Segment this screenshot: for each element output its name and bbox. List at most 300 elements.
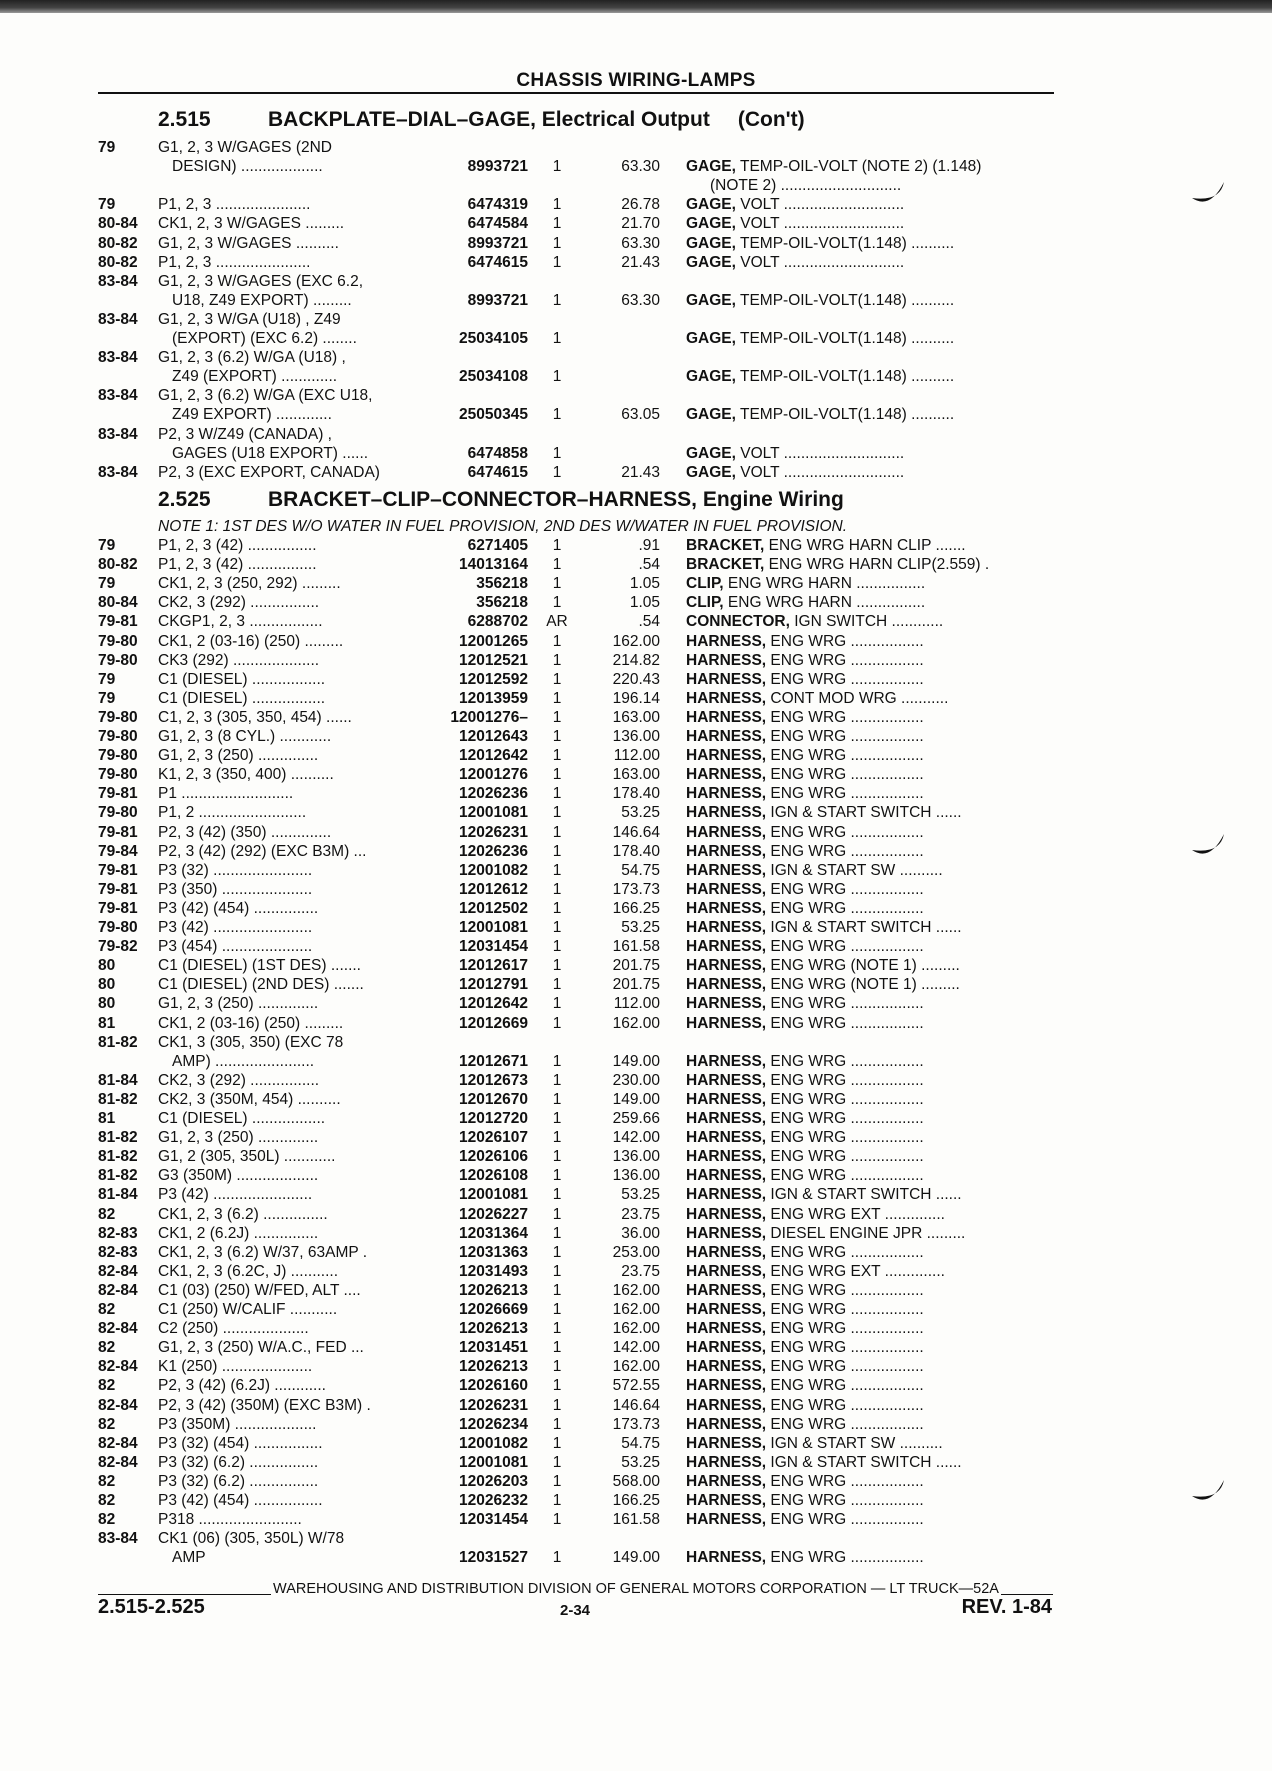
list-price: 173.73 [612,880,660,898]
model-years: 82 [98,1339,116,1357]
part-number: 12031363 [459,1243,528,1261]
part-number: 6474615 [467,463,528,481]
part-name [686,651,1048,670]
part-name [686,593,1048,612]
list-price: 149.00 [612,1549,660,1567]
model-years: 83-84 [98,387,138,405]
quantity: 1 [552,747,562,765]
part-name [686,1453,1048,1472]
model-years: 79-80 [98,804,138,822]
model-years: 79-80 [98,651,138,669]
part-name [686,1510,1048,1529]
list-price: 53.25 [621,919,660,936]
model-years: 79-84 [98,842,138,860]
quantity: 1 [552,1052,562,1070]
part-name-noun: HARNESS, [686,651,767,669]
part-name-noun: HARNESS, [686,1262,767,1280]
application-description: AMP) ....................... [172,1052,315,1070]
part-name-detail: CONT MOD WRG ........... [766,689,949,707]
binding-hole-icon [1190,1478,1226,1506]
list-price: 63.05 [621,406,660,424]
application-description: P3 (350) ..................... [158,880,313,898]
part-name-detail: ENG WRG ................. [766,1415,924,1433]
application-description: K1 (250) ..................... [158,1358,313,1376]
model-years: 83-84 [98,463,138,481]
part-name-noun: HARNESS, [686,728,767,745]
part-number: 6474615 [467,253,528,271]
model-years: 80-84 [98,215,138,233]
part-number: 12026107 [459,1129,528,1147]
section-title: BACKPLATE–DIAL–GAGE, Electrical Output [268,108,710,131]
part-name [686,670,1048,689]
part-name [710,176,1072,195]
part-name-detail: ENG WRG (NOTE 1) ......... [766,976,960,994]
part-number: 12026227 [459,1205,528,1223]
part-name-noun: BRACKET, [686,556,765,574]
quantity: 1 [552,785,562,803]
part-number: 12012642 [459,747,528,765]
part-number: 12012673 [459,1071,528,1089]
part-name-detail: IGN SWITCH ............ [789,613,944,631]
list-price: 166.25 [612,899,660,917]
part-name-detail: ENG WRG ................. [766,747,924,765]
application-description: CK1, 2, 3 (6.2) W/37, 63AMP . [158,1243,368,1261]
quantity: 1 [552,861,562,879]
part-number: 25034108 [459,368,528,386]
application-description: G1, 2, 3 (8 CYL.) ............ [158,728,332,745]
part-number: 12026232 [459,1492,528,1509]
list-price: 136.00 [612,1167,660,1185]
part-name [686,727,1048,746]
part-name [686,1052,1048,1071]
application-description: P2, 3 (EXC EXPORT, CANADA) [158,463,380,481]
model-years: 79-80 [98,919,138,936]
part-number: 356218 [476,575,528,593]
part-name [686,1090,1048,1109]
list-price: 214.82 [612,651,660,669]
part-name-noun: GAGE, [686,368,736,386]
part-name-detail: ENG WRG ................. [766,1071,924,1089]
quantity: 1 [552,1071,562,1089]
quantity: 1 [552,880,562,898]
part-number: 14013164 [459,556,528,574]
part-number: 12026213 [459,1320,528,1338]
part-number: 12001081 [459,804,528,822]
application-description: CK3 (292) .................... [158,651,320,669]
section-title: BRACKET–CLIP–CONNECTOR–HARNESS, Engine Wiring [268,488,844,511]
part-name [686,329,1048,348]
part-name [686,367,1048,386]
part-name [686,405,1048,424]
section-heading-2-525 [158,488,844,512]
quantity: 1 [552,766,562,784]
application-description: G1, 2, 3 (6.2) W/GA (U18) , [158,349,346,367]
part-number: 12012642 [459,995,528,1013]
part-name [686,1205,1048,1224]
part-name-detail: ENG WRG ................. [766,938,924,956]
part-name-noun: HARNESS, [686,976,767,994]
application-description: CK2, 3 (292) ................ [158,594,320,612]
part-name-noun: HARNESS, [686,1492,767,1509]
part-name-noun: HARNESS, [686,1472,767,1490]
part-number: 12026106 [459,1148,528,1166]
part-name [686,880,1048,899]
part-name-noun: HARNESS, [686,785,767,803]
model-years: 81-82 [98,1033,138,1051]
part-number: 12031451 [459,1339,528,1357]
list-price: 161.58 [612,1511,660,1529]
part-number: 12012617 [459,957,528,975]
application-description: C1 (03) (250) W/FED, ALT .... [158,1281,361,1299]
list-price: 178.40 [612,842,660,860]
quantity: 1 [552,463,562,481]
part-number: 12001276 [459,766,528,784]
part-number: 12026108 [459,1167,528,1185]
part-name-noun: GAGE, [686,291,736,309]
part-number: 12026203 [459,1472,528,1490]
application-description: P1, 2, 3 (42) ................ [158,556,317,574]
part-name [686,632,1048,651]
part-name-noun: HARNESS, [686,1167,767,1185]
part-name-noun: HARNESS, [686,880,767,898]
part-name-noun: HARNESS, [686,1148,767,1166]
header-rule [98,92,1054,94]
part-name [686,803,1048,822]
application-description: (EXPORT) (EXC 6.2) ........ [172,330,357,347]
application-description: G1, 2, 3 W/GAGES .......... [158,234,339,252]
part-name-noun: HARNESS, [686,1052,767,1070]
part-number: 12026213 [459,1281,528,1299]
part-number: 6271405 [467,537,528,554]
part-name-noun: HARNESS, [686,995,767,1013]
model-years: 81-82 [98,1148,138,1166]
part-number: 8993721 [467,158,528,176]
part-name-detail: IGN & START SWITCH ...... [766,804,962,822]
application-description: CK1, 2, 3 (250, 292) ......... [158,575,341,593]
application-description: G3 (350M) ................... [158,1167,319,1185]
list-price: 230.00 [612,1071,660,1089]
model-years: 79-81 [98,785,138,803]
application-description: P3 (32) (454) ................ [158,1434,323,1452]
quantity: 1 [552,976,562,994]
part-name-detail: ENG WRG EXT .............. [766,1205,945,1223]
part-name-noun: HARNESS, [686,1205,767,1223]
application-description: P3 (42) ....................... [158,919,313,936]
model-years: 82 [98,1511,116,1529]
application-description: P3 (32) ....................... [158,861,313,879]
quantity: 1 [552,1320,562,1338]
model-years: 81-84 [98,1186,138,1204]
part-name-noun: GAGE, [686,253,736,271]
list-price: 63.30 [621,234,660,252]
model-years: 79-80 [98,708,138,726]
list-price: 136.00 [612,728,660,745]
part-name [686,214,1048,233]
footer-section-range: 2.515-2.525 [98,1596,205,1618]
page-title: CHASSIS WIRING-LAMPS [516,70,756,91]
part-name-detail: ENG WRG ................. [766,1301,924,1318]
part-name-noun: HARNESS, [686,804,767,822]
model-years: 82-84 [98,1396,138,1414]
part-name-detail: VOLT ............................ [735,463,905,481]
list-price: 253.00 [612,1243,660,1261]
part-name [686,1376,1048,1395]
application-description: P1, 2, 3 (42) ................ [158,537,317,554]
part-name-detail: TEMP-OIL-VOLT (NOTE 2) (1.148) [735,158,982,176]
model-years: 82-84 [98,1453,138,1471]
model-years: 79 [98,670,116,688]
part-name [686,1281,1048,1300]
part-name-noun: HARNESS, [686,632,767,650]
part-name-detail: TEMP-OIL-VOLT(1.148) .......... [735,234,955,252]
part-number: 12012720 [459,1110,528,1127]
part-number: 12013959 [459,689,528,707]
part-name [686,823,1048,842]
list-price: .54 [638,613,660,631]
part-number: 12001081 [459,1186,528,1204]
part-name-noun: HARNESS, [686,957,767,975]
part-number: 12001082 [459,861,528,879]
quantity: 1 [552,1281,562,1299]
quantity: 1 [552,1167,562,1185]
list-price: 21.43 [621,253,660,271]
model-years: 82 [98,1301,116,1318]
part-name-noun: GAGE, [686,215,736,233]
part-name-detail: VOLT ............................ [735,196,905,214]
model-years: 83-84 [98,1530,138,1548]
part-number: 12001082 [459,1434,528,1452]
part-number: 6474858 [467,444,528,462]
model-years: 80-82 [98,234,138,252]
application-description: Z49 (EXPORT) ............. [172,368,338,386]
part-number: 12012502 [459,899,528,917]
application-description: CK1, 2 (6.2J) ............... [158,1224,319,1242]
list-price: 23.75 [621,1262,660,1280]
quantity: 1 [552,1186,562,1204]
quantity: 1 [552,804,562,822]
application-description: CK1, 2 (03-16) (250) ......... [158,632,344,650]
quantity: 1 [552,708,562,726]
part-name-detail: ENG WRG ................. [766,1110,924,1127]
part-name-detail: ENG WRG ................. [766,1339,924,1357]
quantity: 1 [552,728,562,745]
model-years: 81-84 [98,1071,138,1089]
list-price: 142.00 [612,1339,660,1357]
part-number: 12012791 [459,976,528,994]
model-years: 82-84 [98,1358,138,1376]
model-years: 82-84 [98,1434,138,1452]
part-name-noun: GAGE, [686,234,736,252]
quantity: 1 [552,1014,562,1032]
model-years: 79 [98,196,116,214]
part-name-noun: GAGE, [686,330,736,347]
application-description: CK2, 3 (350M, 454) .......... [158,1090,341,1108]
part-name-detail: ENG WRG HARN ................ [723,575,926,593]
quantity: 1 [552,1549,562,1567]
quantity: 1 [552,1243,562,1261]
application-description: CK2, 3 (292) ................ [158,1071,320,1089]
part-name [686,1357,1048,1376]
part-name-detail: IGN & START SWITCH ...... [766,1453,962,1471]
model-years: 81 [98,1014,116,1032]
application-description: G1, 2, 3 (250) W/A.C., FED ... [158,1339,364,1357]
quantity: 1 [552,957,562,975]
quantity: 1 [552,368,562,386]
part-number: 12026236 [459,842,528,860]
list-price: 136.00 [612,1148,660,1166]
part-name-noun: HARNESS, [686,938,767,956]
part-name-detail: IGN & START SW .......... [766,1434,943,1452]
application-description: P3 (42) (454) ................ [158,1492,323,1509]
part-name [686,918,1048,937]
part-name [686,1434,1048,1453]
application-description: C1 (DIESEL) ................. [158,1110,326,1127]
model-years: 82-84 [98,1281,138,1299]
part-name-detail: ENG WRG ................. [766,995,924,1013]
part-number: 6288702 [467,613,528,631]
model-years: 80 [98,976,116,994]
model-years: 83-84 [98,349,138,367]
list-price: 63.30 [621,158,660,176]
model-years: 82-83 [98,1224,138,1242]
quantity: 1 [552,215,562,233]
model-years: 79-80 [98,747,138,765]
part-name [686,555,1048,574]
part-number: 12012669 [459,1014,528,1032]
quantity: 1 [552,632,562,650]
part-name-detail: ENG WRG ................. [766,1320,924,1338]
part-name [686,253,1048,272]
part-name-detail: ENG WRG ................. [766,1377,924,1395]
quantity: 1 [552,1129,562,1147]
part-name-detail: VOLT ............................ [735,215,905,233]
part-number: 12026231 [459,1396,528,1414]
part-name-noun: HARNESS, [686,899,767,917]
application-description: C1 (DIESEL) (2ND DES) ....... [158,976,364,994]
part-number: 12026213 [459,1358,528,1376]
part-name-detail: ENG WRG ................. [766,1492,924,1509]
application-description: CK1, 3 (305, 350) (EXC 78 [158,1033,344,1051]
model-years: 79-81 [98,880,138,898]
binding-hole-icon [1190,832,1226,860]
section-suffix: (Con't) [737,108,805,131]
part-name [686,1396,1048,1415]
list-price: 53.25 [621,1186,660,1204]
list-price: 53.25 [621,1453,660,1471]
list-price: 163.00 [612,708,660,726]
application-description: P1, 2 ......................... [158,804,307,822]
part-name-noun: HARNESS, [686,1415,767,1433]
part-number: 12012643 [459,728,528,745]
model-years: 80-82 [98,253,138,271]
application-description: G1, 2, 3 (250) .............. [158,1129,319,1147]
part-name-detail: TEMP-OIL-VOLT(1.148) .......... [735,368,955,386]
part-name-noun: HARNESS, [686,1186,767,1204]
part-name-detail: ENG WRG ................. [766,1472,924,1490]
quantity: 1 [552,1358,562,1376]
application-description: G1, 2, 3 (250) .............. [158,995,319,1013]
part-number: 12012521 [459,651,528,669]
part-number: 12001276– [450,708,528,726]
model-years: 81-82 [98,1167,138,1185]
application-description: U18, Z49 EXPORT) ......... [172,291,352,309]
application-description: P1, 2, 3 ...................... [158,196,311,214]
quantity: 1 [552,1205,562,1223]
application-description: CK1 (06) (305, 350L) W/78 [158,1530,345,1548]
quantity: 1 [552,1339,562,1357]
model-years: 82-84 [98,1320,138,1338]
part-name-detail: ENG WRG ................. [766,785,924,803]
part-name [686,842,1048,861]
part-name-detail: ENG WRG ................. [766,728,924,745]
part-name [686,1548,1048,1567]
part-number: 25034105 [459,330,528,347]
part-name-detail: TEMP-OIL-VOLT(1.148) .......... [735,406,955,424]
list-price: 63.30 [621,291,660,309]
list-price: 112.00 [613,995,660,1013]
application-description: P3 (42) (454) ............... [158,899,319,917]
quantity: 1 [552,1262,562,1280]
part-name [686,1243,1048,1262]
model-years: 79-81 [98,613,138,631]
part-name-noun: HARNESS, [686,1129,767,1147]
part-name-noun: HARNESS, [686,1453,767,1471]
quantity: 1 [552,1396,562,1414]
model-years: 80-84 [98,594,138,612]
part-name-noun: HARNESS, [686,842,767,860]
list-price: 53.25 [621,804,660,822]
part-name-noun: HARNESS, [686,670,767,688]
quantity: 1 [552,1415,562,1433]
model-years: 79 [98,575,116,593]
part-name [686,612,1048,631]
quantity: 1 [552,1090,562,1108]
list-price: 568.00 [612,1472,660,1490]
list-price: 21.43 [621,463,660,481]
part-name-detail: (NOTE 2) ............................ [710,177,902,195]
list-price: 54.75 [621,1434,660,1452]
quantity: 1 [552,234,562,252]
part-name-detail: ENG WRG ................. [766,766,924,784]
part-name-noun: HARNESS, [686,747,767,765]
list-price: 259.66 [612,1110,660,1127]
part-name-noun: CLIP, [686,575,724,593]
part-name-noun: HARNESS, [686,919,767,936]
part-name [686,1338,1048,1357]
part-name-detail: ENG WRG ................. [766,880,924,898]
part-name-noun: HARNESS, [686,823,767,841]
part-name-noun: HARNESS, [686,1320,767,1338]
page-top-edge [0,0,1272,13]
part-name-noun: HARNESS, [686,689,767,707]
part-number: 12026669 [459,1301,528,1318]
list-price: 173.73 [612,1415,660,1433]
part-name [686,1224,1048,1243]
list-price: 36.00 [621,1224,660,1242]
model-years: 81-82 [98,1090,138,1108]
application-description: P2, 3 (42) (350M) (EXC B3M) . [158,1396,371,1414]
application-description: P3 (350M) ................... [158,1415,317,1433]
model-years: 81-82 [98,1129,138,1147]
model-years: 79-80 [98,632,138,650]
quantity: 1 [552,406,562,424]
model-years: 82-84 [98,1262,138,1280]
part-name [686,291,1048,310]
list-price: 572.55 [612,1377,660,1395]
part-number: 12031364 [459,1224,528,1242]
part-name-noun: HARNESS, [686,1358,767,1376]
part-name [686,1014,1048,1033]
